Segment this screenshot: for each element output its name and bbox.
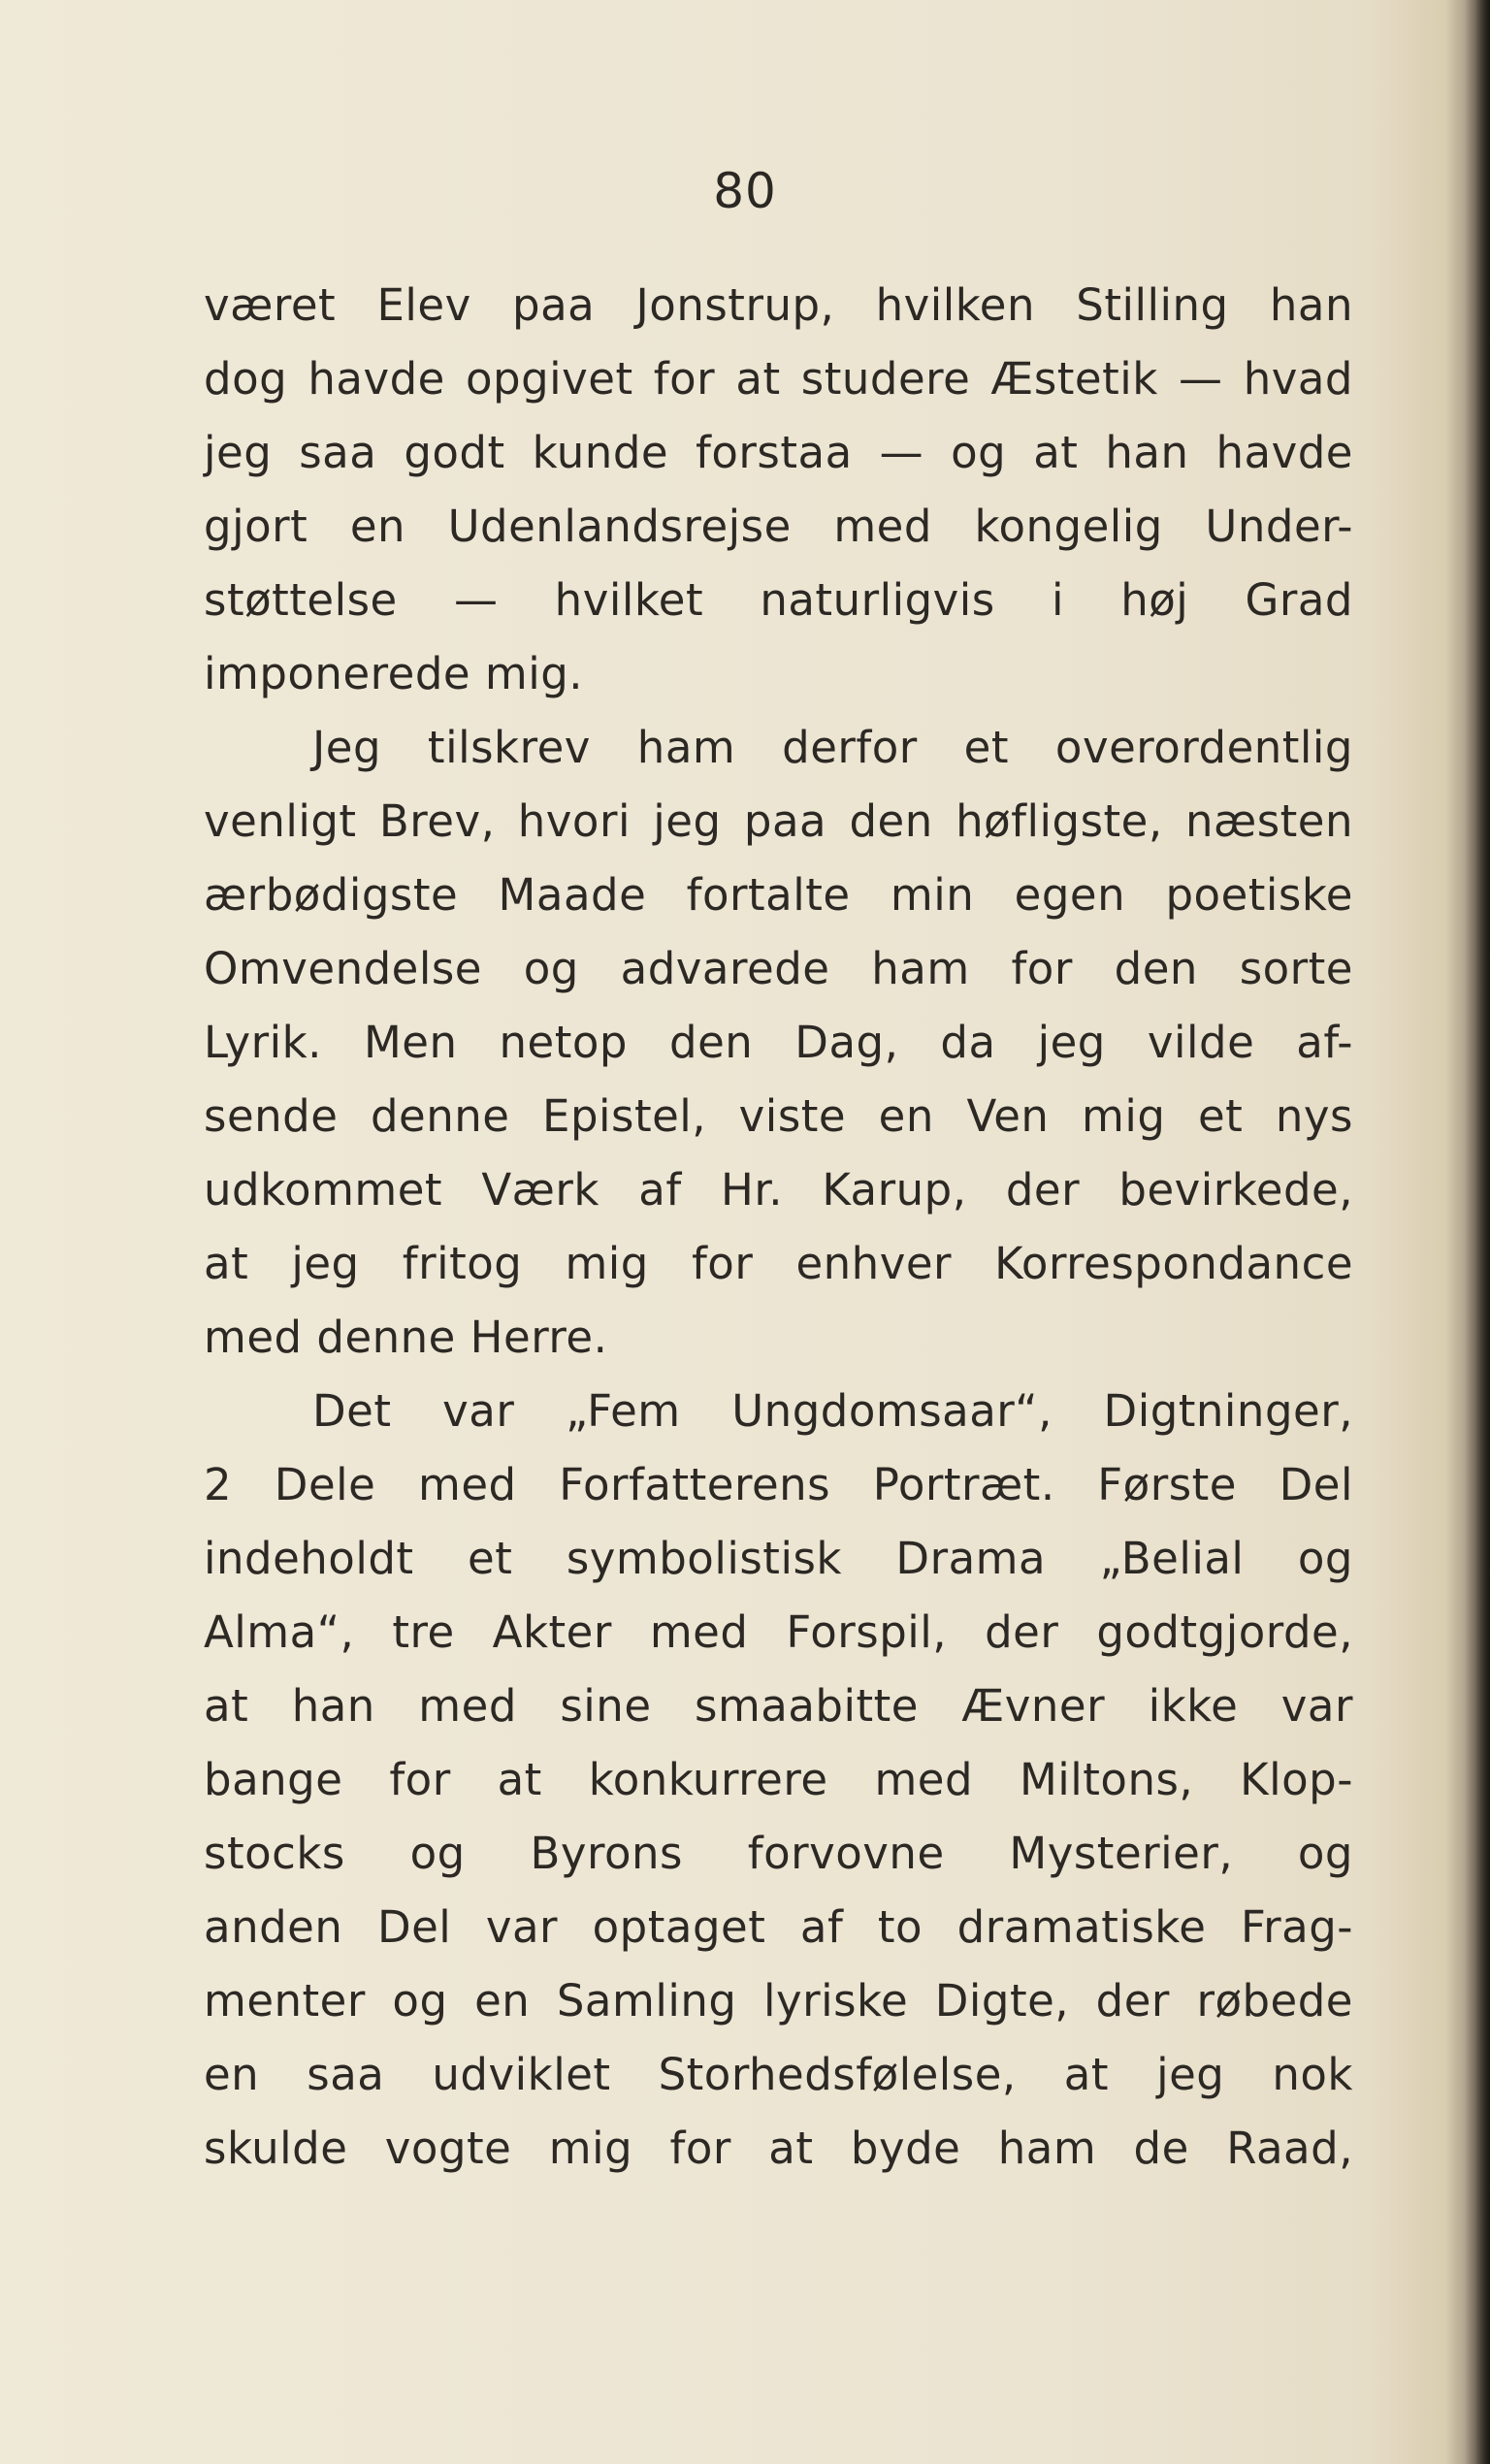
text-line: venligt Brev, hvori jeg paa den høfligste, næsten	[204, 795, 1353, 847]
text-line: støttelse — hvilket naturligvis i høj Grad	[204, 574, 1353, 626]
text-line: dog havde opgivet for at studere Æstetik — hvad	[204, 353, 1353, 405]
text-line: udkommet Værk af Hr. Karup, der bevirkede,	[204, 1164, 1353, 1216]
text-line: været Elev paa Jonstrup, hvilken Stilling han	[204, 279, 1353, 331]
text-line: 2 Dele med Forfatterens Portræt. Første Del	[204, 1459, 1353, 1510]
text-line: jeg saa godt kunde forstaa — og at han havde	[204, 427, 1353, 478]
text-line: sende denne Epistel, viste en Ven mig et nys	[204, 1090, 1353, 1142]
text-line: skulde vogte mig for at byde ham de Raad,	[204, 2123, 1353, 2174]
text-line: Lyrik. Men netop den Dag, da jeg vilde af-	[204, 1017, 1353, 1068]
text-line: gjort en Udenlandsrejse med kongelig Under-	[204, 501, 1353, 552]
text-line: med denne Herre.	[204, 1312, 608, 1363]
text-line: bange for at konkurrere med Miltons, Klop-	[204, 1754, 1353, 1805]
text-line: en saa udviklet Storhedsfølelse, at jeg nok	[204, 2049, 1353, 2100]
text-line: stocks og Byrons forvovne Mysterier, og	[204, 1828, 1353, 1879]
text-line: Jeg tilskrev ham derfor et overordentlig	[312, 722, 1353, 773]
text-line: Omvendelse og advarede ham for den sorte	[204, 943, 1353, 994]
text-line: Det var „Fem Ungdomsaar“, Digtninger,	[312, 1385, 1353, 1437]
text-line: anden Del var optaget af to dramatiske Frag-	[204, 1901, 1353, 1953]
text-line: indeholdt et symbolistisk Drama „Belial og	[204, 1533, 1353, 1584]
page-edge-shadow	[1465, 0, 1490, 2464]
text-line: at jeg fritog mig for enhver Korrespondance	[204, 1238, 1353, 1289]
text-line: menter og en Samling lyriske Digte, der røbede	[204, 1975, 1353, 2026]
page-number: 80	[713, 163, 777, 219]
text-line: ærbødigste Maade fortalte min egen poetiske	[204, 869, 1353, 921]
text-line: Alma“, tre Akter med Forspil, der godtgjorde,	[204, 1606, 1353, 1658]
text-line: imponerede mig.	[204, 648, 584, 699]
text-line: at han med sine smaabitte Ævner ikke var	[204, 1680, 1353, 1732]
